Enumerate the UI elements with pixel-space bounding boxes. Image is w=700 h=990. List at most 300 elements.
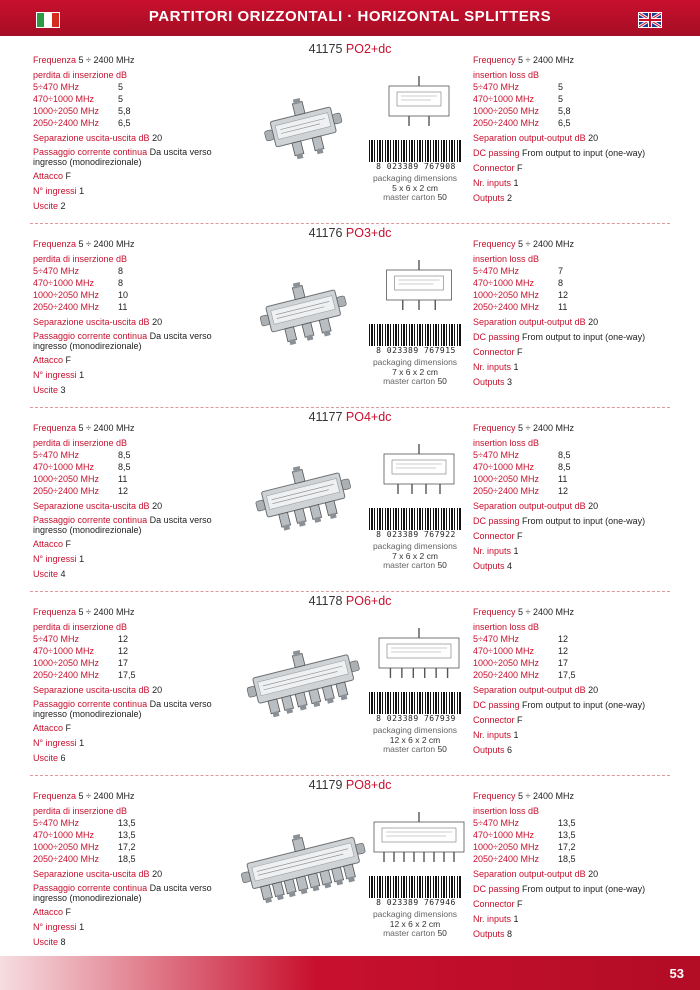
- page-title: PARTITORI ORIZZONTALI · HORIZONTAL SPLITTERS: [148, 8, 552, 25]
- english-specs: [473, 422, 683, 572]
- connector-value: F: [65, 171, 72, 181]
- frequency-label: Frequency: [473, 55, 516, 65]
- separation-label: Separation output-output dB: [473, 133, 586, 143]
- connector-label: Connector: [473, 163, 515, 173]
- connector-value: F: [65, 355, 72, 365]
- loss-row: [33, 645, 233, 657]
- loss-row: [33, 657, 233, 669]
- product-code: 41175: [308, 42, 343, 56]
- loss-table: [33, 449, 233, 497]
- outputs-value: 4: [507, 561, 513, 571]
- master-carton-label: master carton: [383, 928, 436, 938]
- connector-value: F: [517, 531, 523, 541]
- barcode-image: [369, 140, 461, 164]
- loss-value: 11: [558, 474, 568, 484]
- separation-value: 20: [152, 317, 163, 327]
- inputs-value: 1: [513, 914, 519, 924]
- connector-label: Connector: [473, 347, 515, 357]
- italian-specs: [33, 54, 233, 212]
- outputs-label: Uscite: [33, 753, 59, 763]
- band-label: 1000÷2050 MHz: [473, 106, 539, 116]
- separation-label: Separation output-output dB: [473, 501, 586, 511]
- loss-value: 11: [118, 474, 128, 484]
- separation-label: Separation output-output dB: [473, 317, 586, 327]
- product-model: PO8+dc: [345, 778, 392, 792]
- page-number: 53: [669, 966, 684, 981]
- outputs-label: Outputs: [473, 929, 505, 939]
- band-label: 470÷1000 MHz: [473, 94, 534, 104]
- separation-value: 20: [152, 685, 163, 695]
- insertion-loss-label: perdita di inserzione dB: [33, 70, 128, 80]
- loss-value: 11: [558, 302, 568, 312]
- band-label: 470÷1000 MHz: [33, 462, 94, 472]
- loss-value: 18,5: [118, 854, 136, 864]
- band-label: 470÷1000 MHz: [33, 830, 94, 840]
- outputs-label: Uscite: [33, 201, 59, 211]
- loss-row: [473, 105, 683, 117]
- band-label: 1000÷2050 MHz: [33, 290, 99, 300]
- band-label: 5÷470 MHz: [473, 818, 519, 828]
- inputs-label: Nr. inputs: [473, 730, 512, 740]
- master-carton-value: 50: [437, 192, 447, 202]
- frequency-label: Frequenza: [33, 423, 77, 433]
- loss-value: 13,5: [558, 830, 576, 840]
- outputs-label: Uscite: [33, 569, 59, 579]
- splitter-photo: [240, 622, 366, 734]
- insertion-loss-label: perdita di inserzione dB: [33, 806, 128, 816]
- connector-label: Attacco: [33, 355, 64, 365]
- outputs-value: 3: [507, 377, 513, 387]
- loss-row: [33, 829, 233, 841]
- separation-label: Separazione uscita-uscita dB: [33, 685, 150, 695]
- packaging-dimensions: 7 x 6 x 2 cm: [392, 550, 438, 561]
- product-model: PO3+dc: [345, 226, 392, 240]
- band-label: 1000÷2050 MHz: [33, 106, 99, 116]
- italian-specs: [33, 606, 233, 764]
- connector-value: F: [65, 723, 72, 733]
- master-carton-label: master carton: [383, 560, 436, 570]
- inputs-label: Nr. inputs: [473, 914, 512, 924]
- english-specs: [473, 238, 683, 388]
- barcode-image: [369, 324, 461, 348]
- section-divider: [30, 407, 670, 408]
- barcode-number: 8 023389 767946: [364, 898, 468, 907]
- loss-value: 5: [558, 82, 564, 92]
- loss-row: [473, 81, 683, 93]
- loss-row: [473, 645, 683, 657]
- loss-value: 8: [118, 278, 124, 288]
- dc-passing-value: From output to input (one-way): [522, 148, 646, 158]
- dc-passing-value: Da uscita verso ingresso (monodirezionale): [33, 147, 212, 167]
- loss-row: [33, 277, 233, 289]
- splitter-photo: [240, 254, 366, 366]
- connector-value: F: [517, 715, 523, 725]
- inputs-label: N° ingressi: [33, 370, 77, 380]
- dc-passing-value: Da uscita verso ingresso (monodirezionale): [33, 515, 212, 535]
- frequency-value: 5 ÷ 2400 MHz: [518, 239, 575, 249]
- loss-row: [473, 853, 683, 865]
- loss-row: [473, 265, 683, 277]
- loss-row: [33, 301, 233, 313]
- outputs-value: 6: [60, 753, 66, 763]
- packaging-label: packaging dimensions: [372, 357, 458, 367]
- product-model: PO6+dc: [345, 594, 392, 608]
- packaging-info: [355, 726, 475, 755]
- dc-passing-label: DC passing: [473, 700, 520, 710]
- product-section: [0, 42, 700, 226]
- dc-passing-label: Passaggio corrente continua: [33, 515, 148, 525]
- loss-value: 17: [118, 658, 129, 668]
- insertion-loss-label: perdita di inserzione dB: [33, 438, 128, 448]
- outputs-value: 2: [60, 201, 66, 211]
- band-label: 1000÷2050 MHz: [33, 842, 99, 852]
- separation-value: 20: [588, 501, 599, 511]
- insertion-loss-label: perdita di inserzione dB: [33, 622, 128, 632]
- dc-passing-value: From output to input (one-way): [522, 332, 646, 342]
- barcode-number: 8 023389 767939: [364, 714, 468, 723]
- packaging-dimensions: 12 x 6 x 2 cm: [389, 918, 441, 929]
- loss-row: [473, 461, 683, 473]
- band-label: 2050÷2400 MHz: [33, 302, 99, 312]
- dc-passing-value: Da uscita verso ingresso (monodirezionale): [33, 699, 212, 719]
- band-label: 5÷470 MHz: [33, 818, 79, 828]
- outputs-value: 3: [60, 385, 66, 395]
- splitter-photo: [240, 70, 366, 182]
- loss-value: 6,5: [118, 118, 131, 128]
- section-divider: [30, 223, 670, 224]
- loss-value: 8,5: [118, 450, 131, 460]
- separation-label: Separazione uscita-uscita dB: [33, 133, 150, 143]
- loss-value: 12: [558, 486, 569, 496]
- loss-row: [33, 817, 233, 829]
- loss-row: [33, 841, 233, 853]
- band-label: 2050÷2400 MHz: [473, 118, 539, 128]
- product-section: [0, 594, 700, 778]
- outputs-value: 8: [60, 937, 66, 947]
- english-specs: [473, 54, 683, 204]
- loss-row: [33, 117, 233, 129]
- connector-label: Attacco: [33, 171, 64, 181]
- band-label: 5÷470 MHz: [33, 82, 79, 92]
- band-label: 1000÷2050 MHz: [33, 658, 99, 668]
- frequency-label: Frequenza: [33, 55, 77, 65]
- inputs-value: 1: [79, 554, 85, 564]
- loss-value: 17,2: [118, 842, 136, 852]
- outputs-label: Outputs: [473, 745, 505, 755]
- band-label: 2050÷2400 MHz: [473, 302, 539, 312]
- frequency-label: Frequenza: [33, 239, 77, 249]
- loss-row: [473, 93, 683, 105]
- frequency-value: 5 ÷ 2400 MHz: [518, 607, 575, 617]
- product-code: 41179: [308, 778, 343, 792]
- packaging-label: packaging dimensions: [372, 541, 458, 551]
- separation-value: 20: [588, 869, 599, 879]
- inputs-value: 1: [513, 178, 519, 188]
- loss-value: 12: [118, 634, 129, 644]
- loss-table: [33, 633, 233, 681]
- loss-value: 12: [558, 290, 569, 300]
- dc-passing-label: DC passing: [473, 884, 520, 894]
- english-specs: [473, 606, 683, 756]
- packaging-info: [355, 358, 475, 387]
- band-label: 5÷470 MHz: [33, 266, 79, 276]
- outputs-label: Uscite: [33, 385, 59, 395]
- dc-passing-label: Passaggio corrente continua: [33, 883, 148, 893]
- inputs-value: 1: [79, 186, 85, 196]
- dc-passing-value: Da uscita verso ingresso (monodirezionale): [33, 331, 212, 351]
- separation-label: Separation output-output dB: [473, 685, 586, 695]
- dc-passing-value: From output to input (one-way): [522, 516, 646, 526]
- outputs-label: Uscite: [33, 937, 59, 947]
- italian-specs: [33, 238, 233, 396]
- master-carton-value: 50: [437, 376, 447, 386]
- band-label: 470÷1000 MHz: [33, 94, 94, 104]
- loss-row: [473, 669, 683, 681]
- frequency-label: Frequenza: [33, 791, 77, 801]
- separation-value: 20: [152, 501, 163, 511]
- loss-row: [473, 633, 683, 645]
- splitter-schematic: [370, 72, 468, 134]
- connector-label: Attacco: [33, 907, 64, 917]
- outputs-label: Outputs: [473, 377, 505, 387]
- loss-table: [473, 81, 683, 129]
- band-label: 1000÷2050 MHz: [33, 474, 99, 484]
- barcode-number: 8 023389 767915: [364, 346, 468, 355]
- outputs-value: 6: [507, 745, 513, 755]
- insertion-loss-label: insertion loss dB: [473, 254, 540, 264]
- separation-value: 20: [588, 685, 599, 695]
- inputs-value: 1: [79, 922, 85, 932]
- loss-value: 8,5: [558, 462, 571, 472]
- loss-value: 13,5: [558, 818, 576, 828]
- band-label: 470÷1000 MHz: [33, 278, 94, 288]
- loss-row: [33, 289, 233, 301]
- inputs-value: 1: [79, 370, 85, 380]
- band-label: 1000÷2050 MHz: [473, 842, 539, 852]
- band-label: 5÷470 MHz: [33, 450, 79, 460]
- loss-table: [473, 265, 683, 313]
- connector-label: Connector: [473, 899, 515, 909]
- packaging-info: [355, 910, 475, 939]
- splitter-photo: [240, 438, 366, 550]
- master-carton-label: master carton: [383, 744, 436, 754]
- section-divider: [30, 775, 670, 776]
- frequency-label: Frequency: [473, 239, 516, 249]
- band-label: 5÷470 MHz: [473, 634, 519, 644]
- loss-row: [33, 853, 233, 865]
- dc-passing-value: From output to input (one-way): [522, 884, 646, 894]
- inputs-label: Nr. inputs: [473, 546, 512, 556]
- connector-label: Attacco: [33, 539, 64, 549]
- splitter-schematic: [370, 440, 468, 502]
- loss-row: [33, 473, 233, 485]
- splitter-schematic: [370, 624, 468, 686]
- band-label: 2050÷2400 MHz: [33, 486, 99, 496]
- inputs-value: 1: [513, 546, 519, 556]
- product-model: PO4+dc: [345, 410, 392, 424]
- band-label: 1000÷2050 MHz: [473, 290, 539, 300]
- inputs-label: Nr. inputs: [473, 178, 512, 188]
- product-code: 41178: [308, 594, 343, 608]
- loss-value: 8: [558, 278, 564, 288]
- loss-row: [473, 117, 683, 129]
- loss-row: [473, 657, 683, 669]
- band-label: 2050÷2400 MHz: [33, 854, 99, 864]
- frequency-label: Frequency: [473, 791, 516, 801]
- loss-value: 5: [118, 94, 124, 104]
- loss-row: [33, 669, 233, 681]
- loss-row: [33, 485, 233, 497]
- inputs-value: 1: [79, 738, 85, 748]
- loss-row: [33, 105, 233, 117]
- separation-value: 20: [588, 317, 599, 327]
- loss-row: [33, 633, 233, 645]
- packaging-label: packaging dimensions: [372, 909, 458, 919]
- loss-value: 5: [118, 82, 124, 92]
- band-label: 5÷470 MHz: [473, 82, 519, 92]
- frequency-value: 5 ÷ 2400 MHz: [78, 607, 135, 617]
- loss-value: 12: [118, 646, 129, 656]
- loss-value: 11: [118, 302, 128, 312]
- band-label: 1000÷2050 MHz: [473, 658, 539, 668]
- dc-passing-value: From output to input (one-way): [522, 700, 646, 710]
- italian-specs: [33, 422, 233, 580]
- outputs-value: 8: [507, 929, 513, 939]
- frequency-value: 5 ÷ 2400 MHz: [78, 423, 135, 433]
- separation-label: Separation output-output dB: [473, 869, 586, 879]
- loss-value: 10: [118, 290, 129, 300]
- loss-value: 6,5: [558, 118, 571, 128]
- band-label: 470÷1000 MHz: [33, 646, 94, 656]
- loss-value: 12: [118, 486, 129, 496]
- separation-value: 20: [588, 133, 599, 143]
- band-label: 470÷1000 MHz: [473, 462, 534, 472]
- packaging-label: packaging dimensions: [372, 725, 458, 735]
- loss-row: [33, 265, 233, 277]
- band-label: 2050÷2400 MHz: [33, 670, 99, 680]
- packaging-dimensions: 5 x 6 x 2 cm: [392, 182, 438, 193]
- barcode-number: 8 023389 767922: [364, 530, 468, 539]
- frequency-value: 5 ÷ 2400 MHz: [518, 423, 575, 433]
- separation-value: 20: [152, 133, 163, 143]
- inputs-label: N° ingressi: [33, 922, 77, 932]
- connector-label: Connector: [473, 531, 515, 541]
- separation-label: Separazione uscita-uscita dB: [33, 317, 150, 327]
- loss-row: [473, 277, 683, 289]
- separation-label: Separazione uscita-uscita dB: [33, 869, 150, 879]
- splitter-schematic: [370, 808, 468, 870]
- band-label: 2050÷2400 MHz: [473, 854, 539, 864]
- packaging-info: [355, 542, 475, 571]
- barcode-image: [369, 692, 461, 716]
- insertion-loss-label: insertion loss dB: [473, 438, 540, 448]
- packaging-dimensions: 7 x 6 x 2 cm: [392, 366, 438, 377]
- band-label: 2050÷2400 MHz: [33, 118, 99, 128]
- connector-value: F: [65, 539, 72, 549]
- loss-value: 12: [558, 646, 569, 656]
- loss-value: 17,5: [118, 670, 136, 680]
- dc-passing-value: Da uscita verso ingresso (monodirezionale): [33, 883, 212, 903]
- frequency-value: 5 ÷ 2400 MHz: [78, 239, 135, 249]
- inputs-label: N° ingressi: [33, 186, 77, 196]
- loss-value: 5: [558, 94, 564, 104]
- product-model: PO2+dc: [345, 42, 392, 56]
- loss-value: 5,8: [118, 106, 131, 116]
- connector-value: F: [517, 899, 523, 909]
- frequency-value: 5 ÷ 2400 MHz: [78, 791, 135, 801]
- frequency-value: 5 ÷ 2400 MHz: [518, 55, 575, 65]
- inputs-label: Nr. inputs: [473, 362, 512, 372]
- splitter-photo: [240, 806, 366, 918]
- connector-value: F: [65, 907, 72, 917]
- loss-value: 17: [558, 658, 569, 668]
- dc-passing-label: DC passing: [473, 148, 520, 158]
- loss-value: 5,8: [558, 106, 571, 116]
- loss-table: [33, 81, 233, 129]
- packaging-dimensions: 12 x 6 x 2 cm: [389, 734, 441, 745]
- connector-value: F: [517, 163, 523, 173]
- loss-row: [33, 461, 233, 473]
- outputs-value: 2: [507, 193, 513, 203]
- loss-row: [473, 485, 683, 497]
- insertion-loss-label: insertion loss dB: [473, 806, 540, 816]
- loss-value: 17,5: [558, 670, 576, 680]
- loss-table: [473, 449, 683, 497]
- loss-row: [33, 449, 233, 461]
- master-carton-value: 50: [437, 928, 447, 938]
- italian-specs: [33, 790, 233, 948]
- connector-label: Attacco: [33, 723, 64, 733]
- product-code: 41177: [308, 410, 343, 424]
- connector-label: Connector: [473, 715, 515, 725]
- band-label: 2050÷2400 MHz: [473, 670, 539, 680]
- loss-value: 13,5: [118, 830, 136, 840]
- loss-table: [33, 817, 233, 865]
- master-carton-value: 50: [437, 560, 447, 570]
- master-carton-label: master carton: [383, 376, 436, 386]
- band-label: 470÷1000 MHz: [473, 830, 534, 840]
- loss-table: [473, 633, 683, 681]
- loss-value: 7: [558, 266, 564, 276]
- barcode-number: 8 023389 767908: [364, 162, 468, 171]
- outputs-label: Outputs: [473, 561, 505, 571]
- english-specs: [473, 790, 683, 940]
- frequency-value: 5 ÷ 2400 MHz: [518, 791, 575, 801]
- product-section: [0, 410, 700, 594]
- barcode-image: [369, 876, 461, 900]
- outputs-value: 4: [60, 569, 66, 579]
- insertion-loss-label: insertion loss dB: [473, 622, 540, 632]
- loss-table: [473, 817, 683, 865]
- loss-row: [473, 841, 683, 853]
- dc-passing-label: DC passing: [473, 332, 520, 342]
- connector-value: F: [517, 347, 523, 357]
- dc-passing-label: Passaggio corrente continua: [33, 147, 148, 157]
- master-carton-label: master carton: [383, 192, 436, 202]
- section-divider: [30, 591, 670, 592]
- loss-row: [473, 473, 683, 485]
- product-section: [0, 226, 700, 410]
- product-code: 41176: [308, 226, 343, 240]
- loss-row: [473, 289, 683, 301]
- barcode-image: [369, 508, 461, 532]
- master-carton-value: 50: [437, 744, 447, 754]
- inputs-value: 1: [513, 362, 519, 372]
- insertion-loss-label: insertion loss dB: [473, 70, 540, 80]
- product-section: [0, 778, 700, 962]
- frequency-label: Frequenza: [33, 607, 77, 617]
- insertion-loss-label: perdita di inserzione dB: [33, 254, 128, 264]
